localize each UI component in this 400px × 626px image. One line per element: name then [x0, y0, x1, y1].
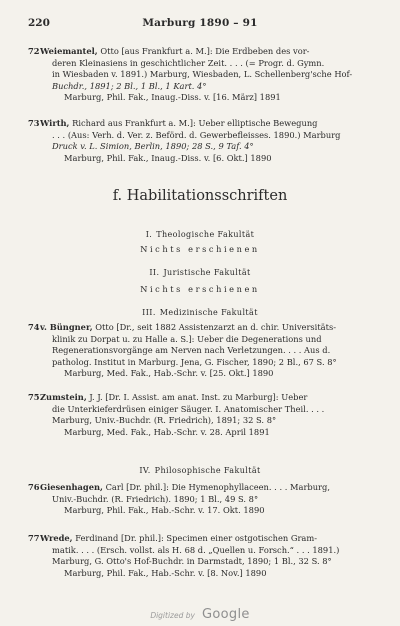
entry-number: 76: [28, 482, 40, 492]
faculty-heading: II. Juristische Fakultät: [149, 268, 251, 277]
faculty-note: Nichts erschienen: [140, 284, 260, 294]
entry-line: Carl [Dr. phil.]: Die Hymenophyllaceen. . . . Marburg,: [105, 482, 330, 492]
digitization-footer: [0, 603, 400, 622]
entry-number: 75: [28, 392, 40, 402]
entry-author: Wirth,: [40, 118, 70, 128]
entry-publication: Marburg, Med. Fak., Hab.-Schr. v. 28. April 1891: [64, 426, 270, 437]
entry-line: Otto [Dr., seit 1882 Assistenzarzt an d. chir. Universitäts-: [95, 322, 337, 332]
entry-author: Zumstein,: [40, 392, 87, 402]
entry-line: patholog. Institut in Marburg. Jena, G. Fischer, 1890; 2 Bl., 67 S. 8°: [52, 356, 337, 367]
entry-line: Ferdinand [Dr. phil.]: Specimen einer ostgotischen Gram-: [75, 533, 318, 543]
entry-line: die Unterkieferdrüsen einiger Säuger. I. Anatomischer Theil. . . .: [52, 403, 325, 414]
entry-author: Weiemantel,: [40, 46, 98, 56]
section-title: f. Habilitationsschriften: [112, 188, 288, 204]
entry-line: Marburg, Univ.-Buchdr. (R. Friedrich), 1891; 32 S. 8°: [52, 415, 277, 425]
entry-number: 73: [28, 118, 40, 128]
entry-number: 74: [28, 322, 40, 332]
entry-line: Otto [aus Frankfurt a. M.]: Die Erdbeben des vor-: [100, 46, 310, 56]
entry-publication: Marburg, Phil. Fak., Hab.-Schr. v. 17. Okt. 1890: [64, 505, 265, 515]
entry-publication: Marburg, Phil. Fak., Hab.-Schr. v. [8. Nov.] 1890: [64, 567, 267, 578]
page-number: 220: [28, 17, 50, 29]
entry-line: Richard aus Frankfurt a. M.]: Ueber elliptische Bewegung: [72, 118, 318, 128]
entry-number: 77: [28, 533, 40, 543]
entry-line: Regenerationsvorgänge am Nerven nach Verletzungen. . . . Aus d.: [52, 345, 331, 355]
google-logo: Google: [202, 607, 250, 622]
entry-line: Marburg, G. Otto's Hof-Buchdr. in Darmstadt, 1890; 1 Bl., 32 S. 8°: [52, 556, 332, 566]
faculty-heading: IV. Philosophische Fakultät: [139, 466, 261, 475]
entry-line: . . . (Aus: Verh. d. Ver. z. Beförd. d. Gewerbefleisses. 1890.) Marburg: [52, 129, 341, 140]
entry-publication: Marburg, Phil. Fak., Inaug.-Diss. v. [16. März] 1891: [64, 92, 281, 102]
entry-line: J. J. [Dr. I. Assist. am anat. Inst. zu Marburg]: Ueber: [89, 392, 308, 402]
entry-line: Druck v. L. Simion, Berlin, 1890; 28 S., 9 Taf. 4°: [52, 141, 254, 151]
faculty-heading: III. Medizinische Fakultät: [142, 308, 258, 317]
entry-publication: Marburg, Med. Fak., Hab.-Schr. v. [25. Okt.] 1890: [64, 368, 274, 378]
entry-line: klinik zu Dorpat u. zu Halle a. S.]: Ueber die Degenerations und: [52, 333, 322, 344]
running-title: Marburg 1890 – 91: [142, 17, 258, 29]
entry-line: Univ.-Buchdr. (R. Friedrich). 1890; 1 Bl., 49 S. 8°: [52, 493, 259, 504]
entry-author: Giesenhagen,: [40, 482, 103, 492]
faculty-note: Nichts erschienen: [140, 244, 260, 254]
page-header: [28, 17, 372, 31]
entry-line: in Wiesbaden v. 1891.) Marburg, Wiesbaden, L. Schellenberg'sche Hof-: [52, 69, 353, 79]
entry-author: v. Büngner,: [40, 322, 93, 332]
entry-line: deren Kleinasiens in geschichtlicher Zeit. . . . (= Progr. d. Gymn.: [52, 57, 325, 68]
entry-number: 72: [28, 46, 40, 56]
faculty-heading: I. Theologische Fakultät: [145, 230, 255, 239]
entry-publication: Marburg, Phil. Fak., Inaug.-Diss. v. [6. Okt.] 1890: [64, 152, 272, 163]
entry-line: Buchdr., 1891; 2 Bl., 1 Bl., 1 Kart. 4°: [52, 80, 207, 91]
digitized-by-label: Digitized by: [150, 611, 195, 620]
entry-author: Wrede,: [40, 533, 73, 543]
entry-line: matik. . . . (Ersch. vollst. als H. 68 d. „Quellen u. Forsch.“ . . . 1891.): [52, 544, 340, 555]
